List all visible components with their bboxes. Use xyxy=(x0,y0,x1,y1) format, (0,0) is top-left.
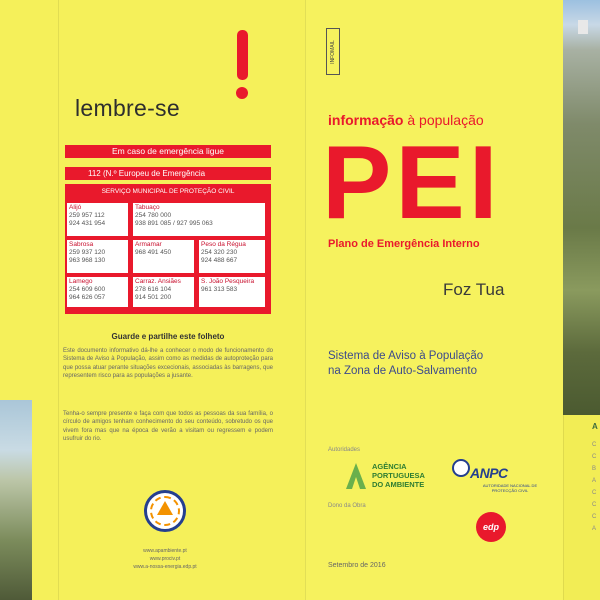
phone-number: 259 937 120 xyxy=(69,249,106,256)
municipality-name: Tabuaço xyxy=(135,204,160,211)
phone-number: 254 780 000 xyxy=(135,212,172,219)
phone-number: 963 968 130 xyxy=(69,257,106,264)
phone-number: 254 320 230 xyxy=(201,249,238,256)
cover-panel xyxy=(305,0,563,600)
edge-heading: A xyxy=(592,422,598,431)
edge-text-fragment: C xyxy=(592,442,597,448)
apa-logo-icon xyxy=(343,459,369,491)
edge-text-fragment: A xyxy=(592,478,597,484)
exclamation-icon xyxy=(232,30,252,99)
autoridades-label: Autoridades xyxy=(328,447,361,453)
landscape-photo xyxy=(0,400,32,600)
dono-obra-label: Dono da Obra xyxy=(328,503,366,509)
edp-logo: edp xyxy=(476,512,506,542)
municipality-name: Peso da Régua xyxy=(201,241,246,248)
contact-cell xyxy=(199,277,265,307)
info-paragraph: Tenha-o sempre presente e faça com que todos as pessoas da sua família, o círculo de amigos tenham conhecimento do seu conteúdo, sobretudo os que vivem fora mas que na época de verão a visitam ou regressem e podem usufruir do rio. xyxy=(63,411,273,443)
building-shape xyxy=(578,20,588,34)
phone-number: 254 609 600 xyxy=(69,286,106,293)
apa-text: AGÊNCIA PORTUGUESA DO AMBIENTE xyxy=(372,462,425,489)
table-title: SERVIÇO MUNICIPAL DE PROTEÇÃO CIVIL xyxy=(101,188,235,195)
phone-number: 968 491 450 xyxy=(135,249,172,256)
contact-cell xyxy=(67,203,128,236)
edge-text-fragment: A xyxy=(592,526,597,532)
contact-cell xyxy=(133,240,194,273)
contact-cell xyxy=(67,240,128,273)
fold-line xyxy=(305,0,306,600)
anpc-logo-icon xyxy=(452,459,470,477)
lembre-heading: lembre-se xyxy=(75,95,180,121)
phone-number: 924 488 667 xyxy=(201,257,238,264)
info-rest: à população xyxy=(403,112,484,128)
info-paragraph: Este documento informativo dá-lhe a conhecer o modo de funcionamento do Sistema de Aviso à População, assim como as medidas de autoproteção para que possa atuar perante situações excecionais, associadas às barragens, que representem risco para as populações a jusante. xyxy=(63,348,273,380)
guarde-heading: Guarde e partilhe este folheto xyxy=(111,332,225,341)
contact-cell xyxy=(133,203,265,236)
infomail-stamp: INFOMAIL xyxy=(326,28,340,75)
municipality-name: Lamego xyxy=(69,278,93,285)
municipality-name: Carraz. Ansiães xyxy=(135,278,181,285)
anpc-subtitle: AUTORIDADE NACIONAL DE PROTECÇÃO CIVIL xyxy=(482,483,538,493)
emergency-number-bar: 112 (N.º Europeu de Emergência xyxy=(65,167,271,180)
info-bold: informação xyxy=(328,112,404,128)
date-label: Setembro de 2016 xyxy=(328,562,386,569)
municipality-name: Alijó xyxy=(69,204,82,211)
edge-text-fragment: C xyxy=(592,514,597,520)
edge-text-fragment: B xyxy=(592,466,597,472)
landscape-photo xyxy=(563,0,600,415)
municipality-name: Armamar xyxy=(135,241,162,248)
plano-subtitle: Plano de Emergência Interno xyxy=(328,238,480,250)
municipality-name: Sabrosa xyxy=(69,241,94,248)
edge-text-fragment: C xyxy=(592,490,597,496)
pei-title: PEI xyxy=(322,125,502,241)
phone-number: 914 501 200 xyxy=(135,294,172,301)
url-link[interactable]: www.prociv.pt xyxy=(149,556,181,562)
contact-cell xyxy=(67,277,128,307)
url-link[interactable]: www.apambiente.pt xyxy=(143,548,187,554)
phone-number: 938 891 085 / 927 995 063 xyxy=(135,220,213,227)
phone-number: 961 313 583 xyxy=(201,286,238,293)
location-title: Foz Tua xyxy=(443,280,505,299)
civil-protection-logo-icon xyxy=(144,490,186,532)
url-link[interactable]: www.a-nossa-energia.edp.pt xyxy=(133,564,197,570)
system-description: Sistema de Aviso à População na Zona de Auto-Salvamento xyxy=(328,350,484,377)
phone-number: 278 616 104 xyxy=(135,286,172,293)
edge-text-fragment: C xyxy=(592,454,597,460)
urls-list xyxy=(120,547,210,571)
phone-number: 964 626 057 xyxy=(69,294,106,301)
emergency-call-bar: Em caso de emergência ligue xyxy=(65,145,271,158)
contact-cell xyxy=(199,240,265,273)
edge-text-fragment: C xyxy=(592,502,597,508)
municipality-name: S. João Pesqueira xyxy=(201,278,255,285)
contact-cell xyxy=(133,277,194,307)
phone-number: 259 957 112 xyxy=(69,212,105,219)
fold-line xyxy=(58,0,59,600)
phone-number: 924 431 954 xyxy=(69,220,106,227)
anpc-text: ANPC xyxy=(470,465,508,481)
